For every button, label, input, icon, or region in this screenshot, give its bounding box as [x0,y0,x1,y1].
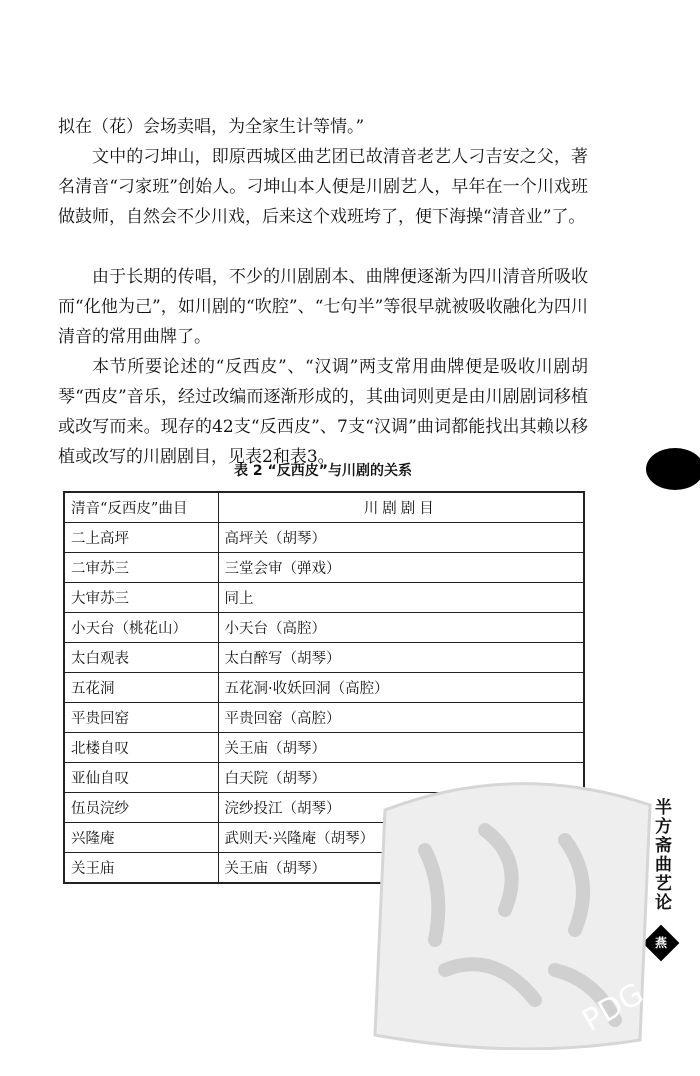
chuanju-title-cell: 高坪关（胡琴） [218,523,584,553]
chuanju-title-cell: 五花洞·收妖回洞（高腔） [218,673,584,703]
qingyin-title-cell: 北楼自叹 [64,733,218,763]
table-row [64,613,584,643]
paragraph-fanxipi-handiao: 本节所要论述的“反西皮”、“汉调”两支常用曲牌便是吸收川剧胡琴“西皮”音乐，经过改编而逐渐形成的，其曲词则更是由川剧剧词移植或改写而来。现存的42支“反西皮”、7支“汉调”曲词都能找出其赖以移植或改写的川剧剧目，见表2和表3。 [58,357,588,467]
qingyin-title-cell: 小天台（桃花山） [64,613,218,643]
paragraph-diao-kunshan: 文中的刁坤山，即原西城区曲艺团已故清音老艺人刁吉安之父，著名清音“刁家班”创始人。刁坤山本人便是川剧艺人，早年在一个川戏班做鼓师，自然会不少川戏，后来这个戏班垮了，便下海操“清音业”了。 [58,147,588,227]
table-row [64,643,584,673]
table-header-row [64,492,584,523]
qingyin-title-cell: 关王庙 [64,853,218,884]
chuanju-title-cell: 关王庙（胡琴） [218,853,584,884]
table-row [64,673,584,703]
qingyin-title-cell: 二上高坪 [64,523,218,553]
table-row [64,583,584,613]
table-row [64,523,584,553]
header-qingyin-title: 清音“反西皮”曲目 [64,492,218,523]
qingyin-title-cell: 平贵回窑 [64,703,218,733]
chuanju-title-cell: 平贵回窑（高腔） [218,703,584,733]
table-row [64,703,584,733]
watermark-text: PDG [576,976,650,1039]
chuanju-title-cell: 同上 [218,583,584,613]
qingyin-title-cell: 兴隆庵 [64,823,218,853]
table-caption: 表 2 “反西皮”与川剧的关系 [234,463,412,479]
library-stamp-watermark [365,770,665,1050]
chuanju-title-cell: 小天台（高腔） [218,613,584,643]
qingyin-title-cell: 亚仙自叹 [64,763,218,793]
chapter-tab-marker [646,448,700,490]
chuanju-title-cell: 太白醉写（胡琴） [218,643,584,673]
diamond-badge-text: 燕 [654,936,667,950]
chuanju-title-cell: 三堂会审（弹戏） [218,553,584,583]
table-row [64,553,584,583]
table-row [64,733,584,763]
chuanju-title-cell: 武则天·兴隆庵（胡琴） [218,823,584,853]
book-side-title: 半方斋曲艺论 [651,798,671,912]
chuanju-title-cell: 浣纱投江（胡琴） [218,793,584,823]
qingyin-title-cell: 伍员浣纱 [64,793,218,823]
paragraph-continuation: 拟在（花）会场卖唱，为全家生计等情。” [58,117,365,137]
chuanju-title-cell: 白天院（胡琴） [218,763,584,793]
chuanju-title-cell: 关王庙（胡琴） [218,733,584,763]
header-chuanju-title: 川剧剧目 [218,492,584,523]
qingyin-title-cell: 二审苏三 [64,553,218,583]
qingyin-title-cell: 太白观表 [64,643,218,673]
paragraph-absorption: 由于长期的传唱，不少的川剧剧本、曲牌便逐渐为四川清音所吸收而“化他为己”，如川剧的“吹腔”、“七句半”等很早就被吸收融化为四川清音的常用曲牌了。 [58,267,588,347]
qingyin-title-cell: 大审苏三 [64,583,218,613]
qingyin-title-cell: 五花洞 [64,673,218,703]
